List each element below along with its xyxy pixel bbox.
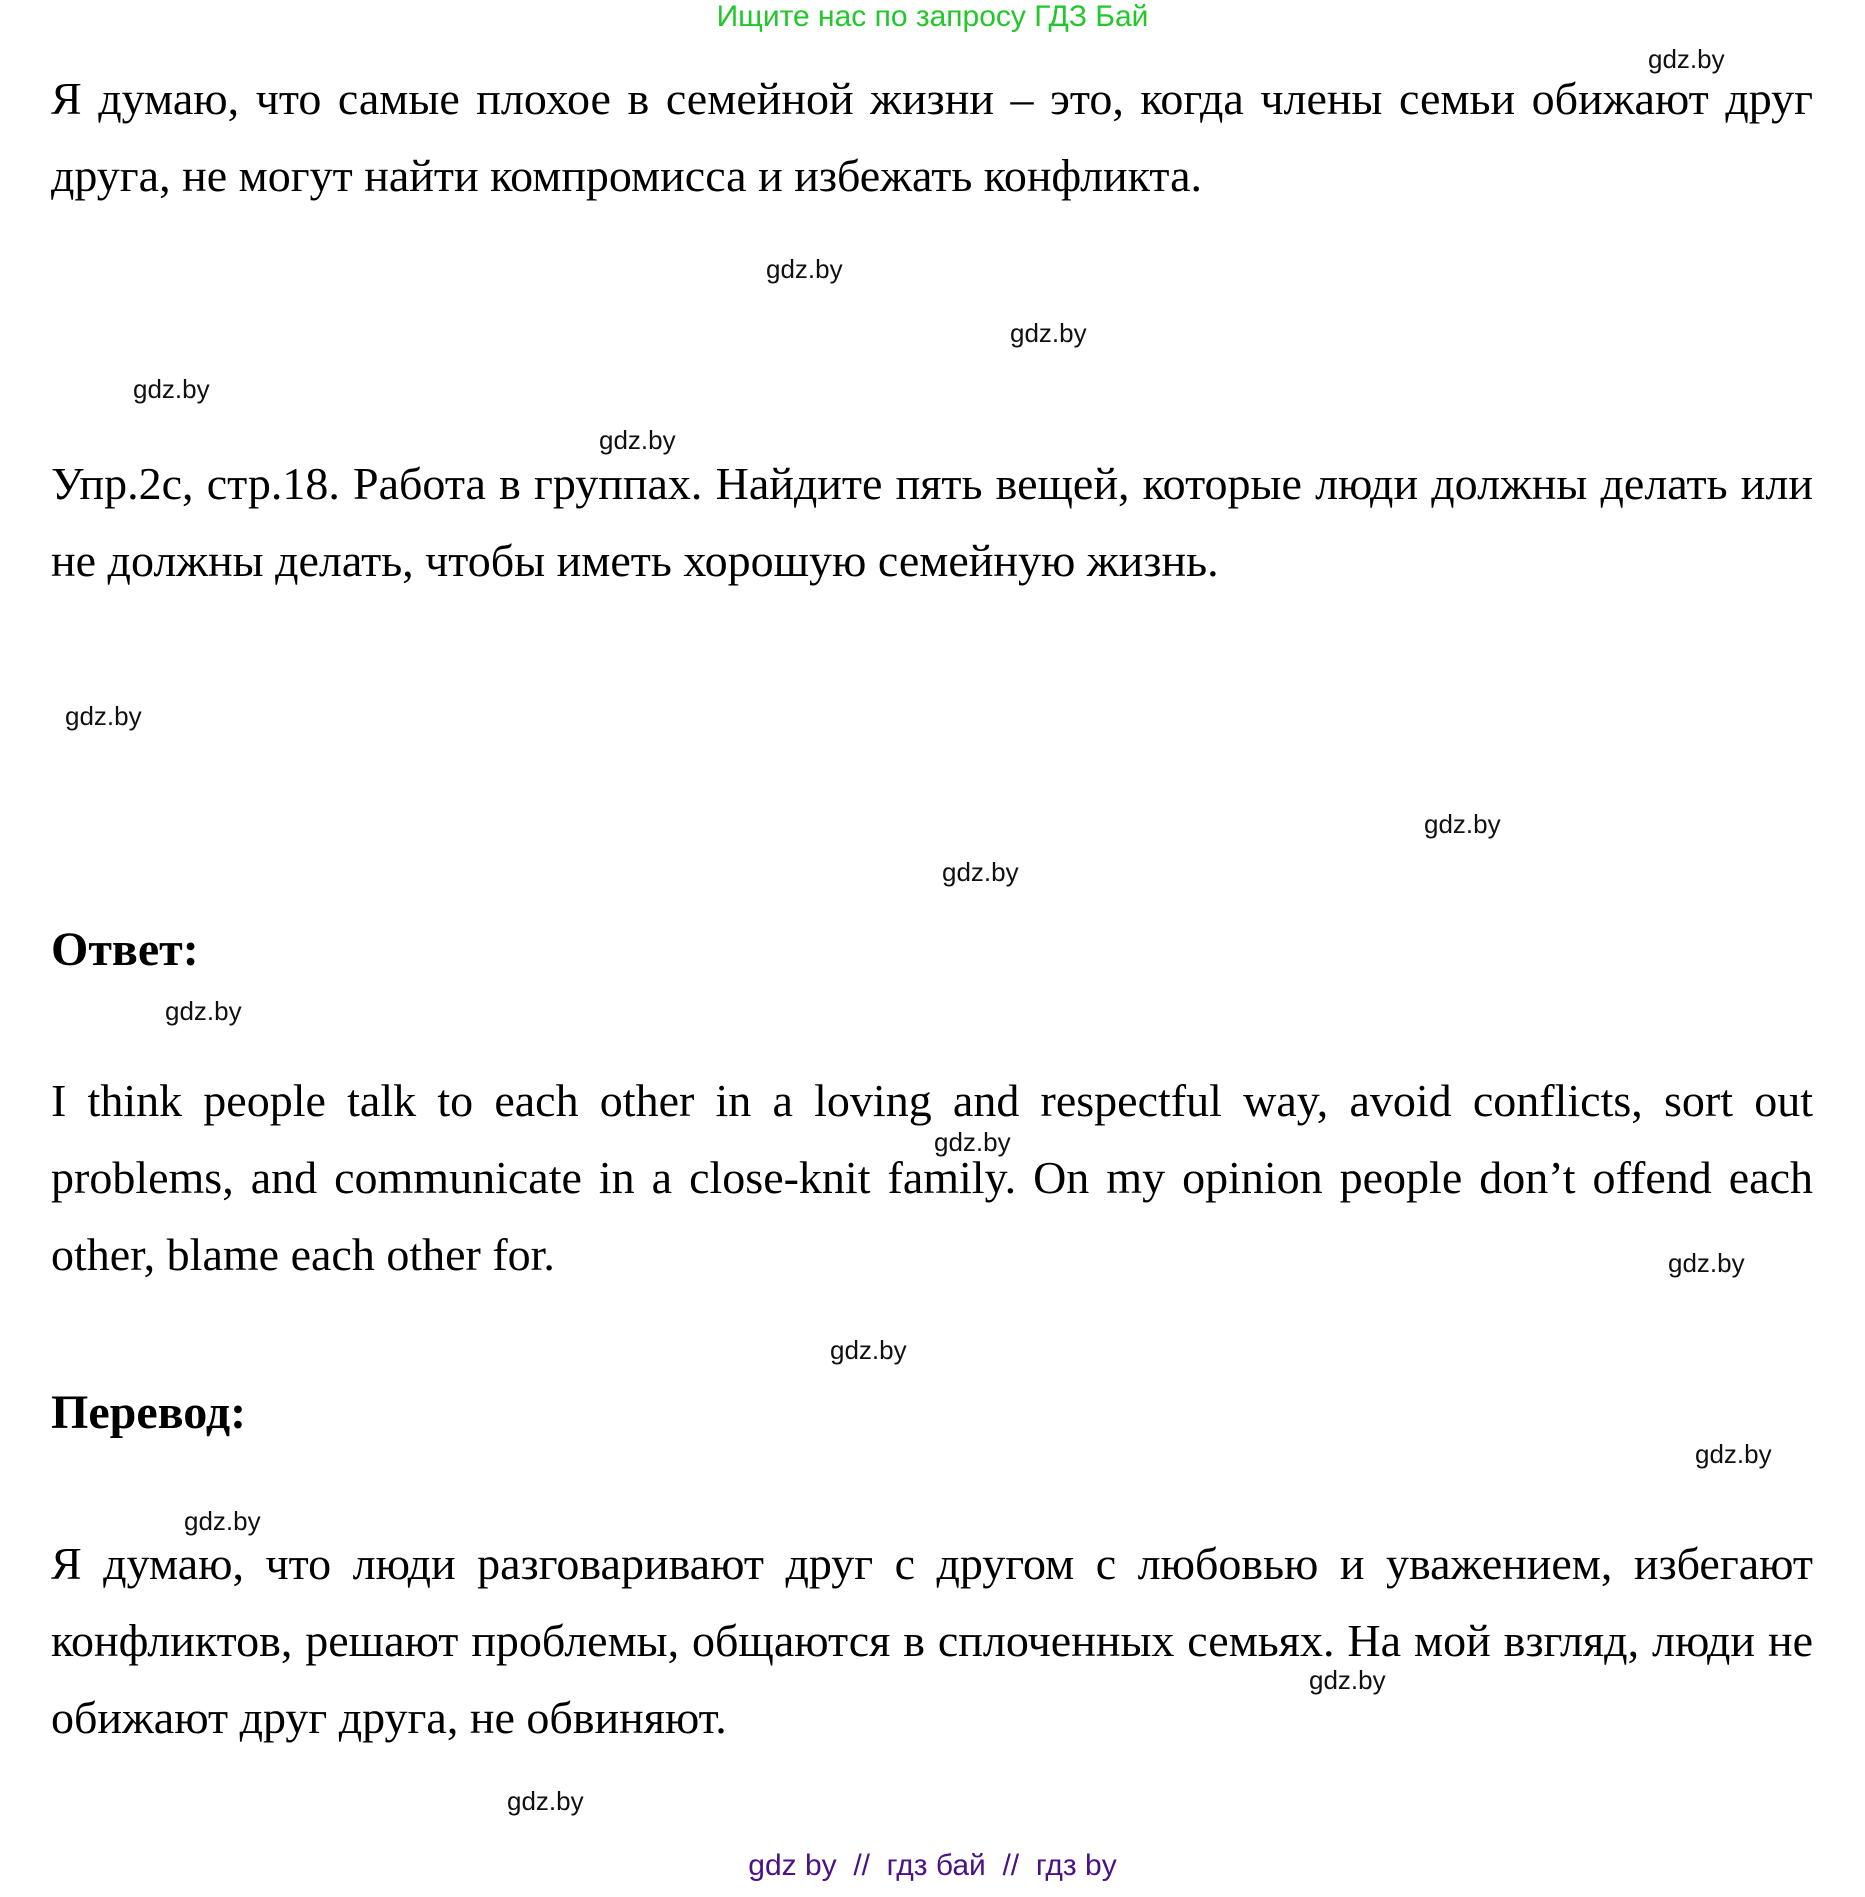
watermark: gdz.by [507,1786,584,1816]
watermark: gdz.by [1010,318,1087,348]
watermark: gdz.by [599,425,676,455]
paragraph-intro: Я думаю, что самые плохое в семейной жизни – это, когда члены семьи обижают друг друга, не могут найти компромисса и избежать конфликта. [51,73,1813,201]
watermark: gdz.by [830,1335,907,1365]
watermark: gdz.by [65,701,142,731]
watermark: gdz.by [1424,809,1501,839]
watermark: gdz.by [934,1127,1011,1157]
search-banner: Ищите нас по запросу ГДЗ Бай [716,0,1149,33]
watermark: gdz.by [165,996,242,1026]
answer-heading: Ответ: [51,923,199,976]
watermark: gdz.by [1309,1665,1386,1695]
translation-text: Я думаю, что люди разговаривают друг с другом с любовью и уважением, избегают конфликтов, решают проблемы, общаются в сплоченных семьях. На мой взгляд, люди не обижают друг друга, не обвиняют. [51,1538,1813,1743]
watermark: gdz.by [942,857,1019,887]
watermark: gdz.by [1668,1248,1745,1278]
watermark: gdz.by [133,374,210,404]
task-text: Упр.2с, стр.18. Работа в группах. Найдите пять вещей, которые люди должны делать или не должны делать, чтобы иметь хорошую семейную жизнь. [51,458,1813,586]
watermark: gdz.by [184,1506,261,1536]
watermark: gdz.by [1648,44,1725,74]
translation-heading: Перевод: [51,1386,247,1439]
watermark: gdz.by [1695,1439,1772,1469]
footer-links: gdz by // гдз бай // гдз by [748,1849,1117,1882]
answer-text: I think people talk to each other in a loving and respectful way, avoid conflicts, sort out problems, and communicate in a close-knit family. On my opinion people don’t offend each other, blame each other for. [51,1075,1813,1280]
watermark: gdz.by [766,254,843,284]
